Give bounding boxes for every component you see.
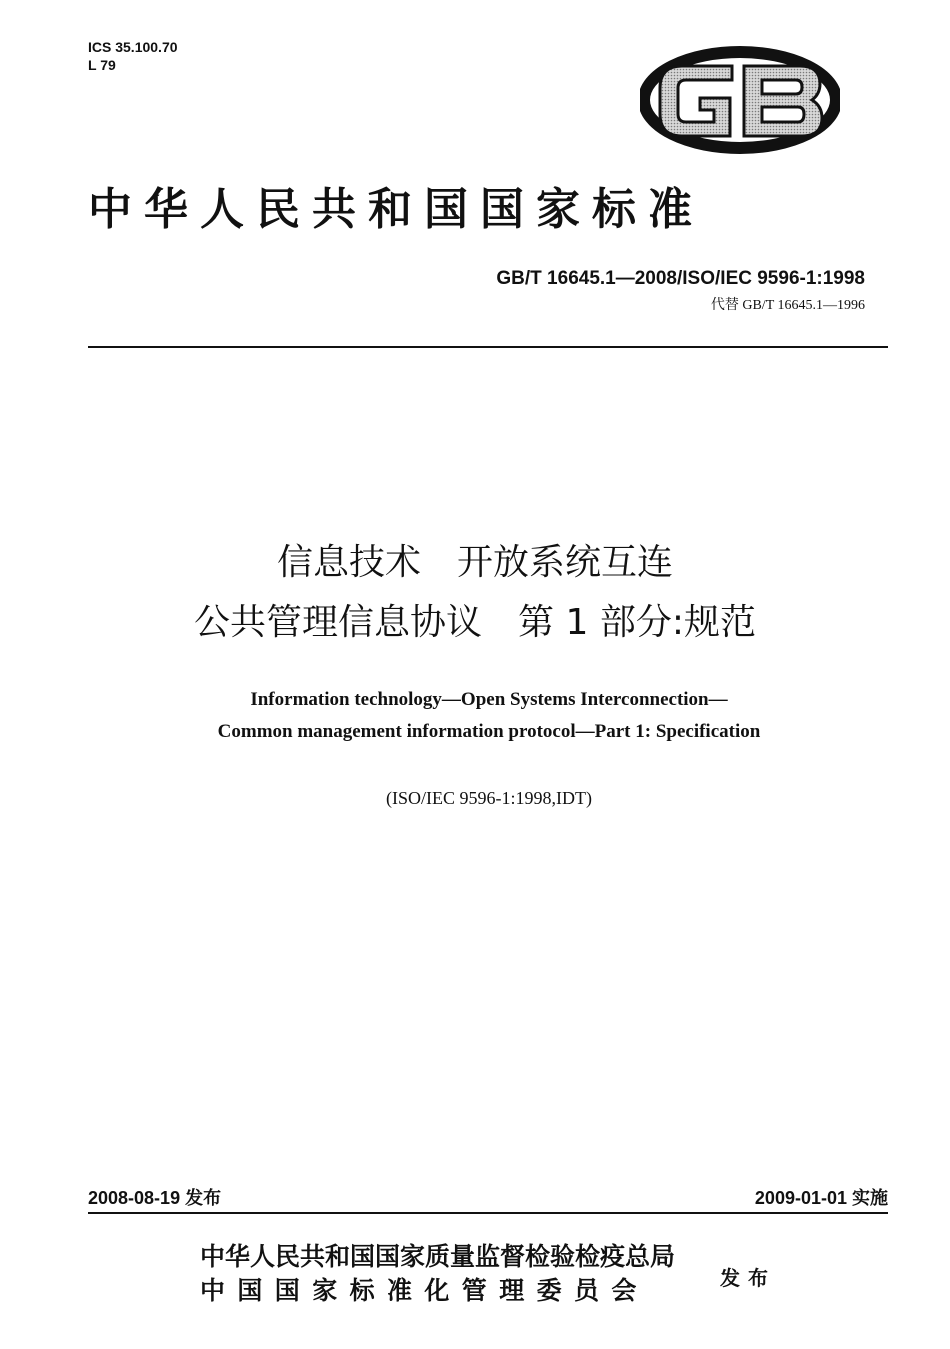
replaced-standard: 代替 GB/T 16645.1—1996 bbox=[710, 298, 865, 313]
ccs-code: L 79 bbox=[88, 57, 116, 73]
issuing-authorities bbox=[200, 1240, 675, 1308]
header-divider bbox=[88, 346, 888, 348]
issuer-sac: 中国国家标准化管理委员会 bbox=[200, 1276, 649, 1305]
issue-date: 2008-08-19 发布 bbox=[88, 1188, 222, 1208]
national-standard-title: 中华人民共和国国家标准 bbox=[88, 184, 704, 235]
effective-date: 2009-01-01 实施 bbox=[754, 1188, 888, 1208]
footer-divider bbox=[88, 1212, 888, 1214]
ics-code: ICS 35.100.70 bbox=[88, 39, 178, 55]
chinese-title-line1: 信息技术 开放系统互连 bbox=[276, 542, 673, 583]
english-title-line2: Common management information protocol—Part 1: Specification bbox=[217, 721, 761, 742]
english-title-line1: Information technology—Open Systems Interconnection— bbox=[250, 689, 728, 710]
classification-codes bbox=[88, 38, 178, 74]
standard-number: GB/T 16645.1—2008/ISO/IEC 9596-1:1998 bbox=[496, 268, 865, 289]
gb-logo bbox=[640, 44, 840, 154]
chinese-title-line2: 公共管理信息协议 第 1 部分:规范 bbox=[194, 602, 756, 643]
issuer-aqsiq: 中华人民共和国国家质量监督检验检疫总局 bbox=[200, 1242, 676, 1271]
iso-equivalence: (ISO/IEC 9596-1:1998,IDT) bbox=[386, 788, 592, 808]
publish-label: 发布 bbox=[720, 1266, 776, 1290]
